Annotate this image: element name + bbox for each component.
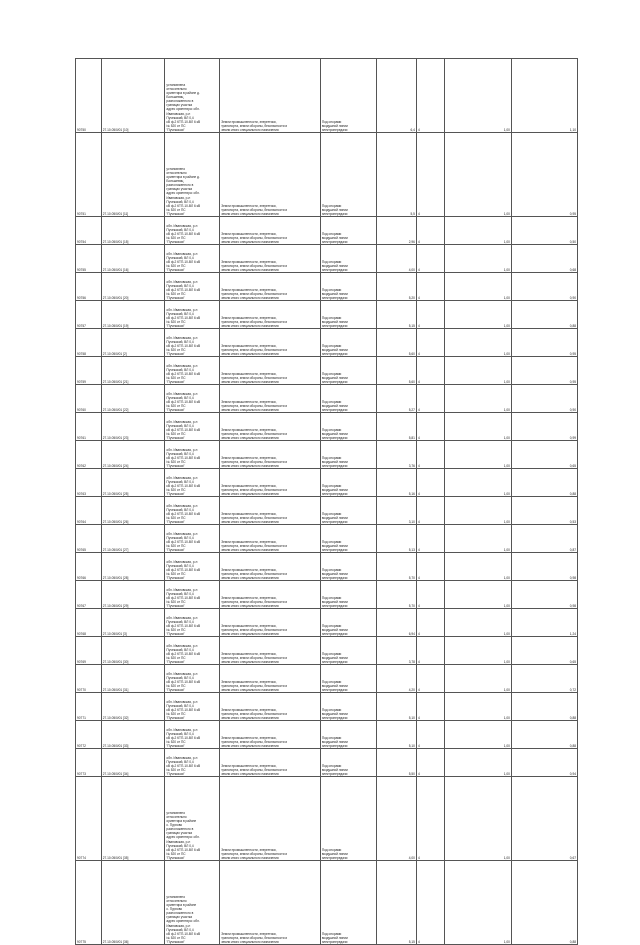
table-row [76,637,578,665]
row-id: 90756 [76,273,102,301]
row-doc: 27.10.05/0/01 [21] [101,357,165,385]
row-coefficient: 1,00 [444,581,511,609]
row-purpose: Под опорами воздушной линии электропередачи [320,469,376,497]
row-coefficient: 1,00 [444,469,511,497]
row-area: 5,60 [376,357,416,385]
table-row [76,553,578,581]
table-row [76,469,578,497]
row-value: 0,88 [511,721,577,749]
row-value: 0,67 [511,777,577,861]
row-land-category: Земли промышленности, энергетики, транспорта, земли обороны, безопасности и земли иного специального назначения [220,553,321,581]
row-doc: 27.10.05/0/01 [30] [101,637,165,665]
row-value: 0,50 [511,217,577,245]
table-row [76,665,578,693]
row-land-category: Земли промышленности, энергетики, транспорта, земли обороны, безопасности и земли иного специального назначения [220,385,321,413]
row-land-category: Земли промышленности, энергетики, транспорта, земли обороны, безопасности и земли иного специального назначения [220,525,321,553]
row-purpose: Под опорами воздушной линии электропередачи [320,245,376,273]
row-id: 90762 [76,441,102,469]
row-description: обл. Ивановская, р-н Пучежский, ВЛ 0,4 кВ ф-2 КТП-10-ВЛ 6 кВ № 520 от ПС "Пучежская" [165,329,220,357]
row-doc: 27.10.05/0/01 [10] [101,59,165,133]
table-row [76,749,578,777]
row-land-category: Земли промышленности, энергетики, транспорта, земли обороны, безопасности и земли иного специального назначения [220,693,321,721]
row-description: обл. Ивановская, р-н Пучежский, ВЛ 0,4 кВ ф-2 КТП-10-ВЛ 6 кВ № 520 от ПС "Пучежская" [165,217,220,245]
row-purpose: Под опорами воздушной линии электропередачи [320,721,376,749]
row-area: 3,76 [376,441,416,469]
row-purpose: Под опорами воздушной линии электропередачи [320,665,376,693]
row-coefficient: 1,00 [444,217,511,245]
row-description: обл. Ивановская, р-н Пучежский, ВЛ 0,4 кВ ф-2 КТП-10-ВЛ 6 кВ № 520 от ПС "Пучежская" [165,581,220,609]
row-value: 0,95 [511,133,577,217]
row-value: 0,98 [511,581,577,609]
row-value: 0,88 [511,469,577,497]
row-purpose: Под опорами воздушной линии электропередачи [320,329,376,357]
row-area: 4,20 [376,665,416,693]
row-coefficient: 1,00 [444,133,511,217]
table-row [76,777,578,861]
table-row [76,441,578,469]
row-area: 3,10 [376,497,416,525]
row-purpose: Под опорами воздушной линии электропередачи [320,525,376,553]
row-coefficient: 1,00 [444,861,511,945]
row-id: 90774 [76,777,102,861]
table-row [76,245,578,273]
row-id: 90750 [76,59,102,133]
row-purpose: Под опорами воздушной линии электропередачи [320,273,376,301]
row-value: 0,88 [511,861,577,945]
row-doc: 27.10.05/0/01 [24] [101,441,165,469]
row-value: 0,94 [511,749,577,777]
row-description: обл. Ивановская, р-н Пучежский, ВЛ 0,4 кВ ф-2 КТП-10-ВЛ 6 кВ № 520 от ПС "Пучежская" [165,693,220,721]
row-description: обл. Ивановская, р-н Пучежский, ВЛ 0,4 кВ ф-2 КТП-10-ВЛ 6 кВ № 520 от ПС "Пучежская" [165,385,220,413]
row-value: 0,88 [511,693,577,721]
row-land-category: Земли промышленности, энергетики, транспорта, земли обороны, безопасности и земли иного специального назначения [220,217,321,245]
row-count: 4 [416,469,444,497]
row-count: 4 [416,217,444,245]
table-row [76,497,578,525]
row-coefficient: 1,00 [444,329,511,357]
row-doc: 27.10.05/0/01 [15] [101,217,165,245]
row-land-category: Земли промышленности, энергетики, транспорта, земли обороны, безопасности и земли иного специального назначения [220,469,321,497]
row-description: обл. Ивановская, р-н Пучежский, ВЛ 0,4 кВ ф-2 КТП-10-ВЛ 6 кВ № 520 от ПС "Пучежская" [165,469,220,497]
row-value: 0,95 [511,329,577,357]
row-purpose: Под опорами воздушной линии электропередачи [320,553,376,581]
row-purpose: Под опорами воздушной линии электропередачи [320,497,376,525]
row-area: 5,81 [376,413,416,441]
row-land-category: Земли промышленности, энергетики, транспорта, земли обороны, безопасности и земли иного специального назначения [220,59,321,133]
row-count: 4 [416,609,444,637]
row-land-category: Земли промышленности, энергетики, транспорта, земли обороны, безопасности и земли иного специального назначения [220,245,321,273]
row-land-category: Земли промышленности, энергетики, транспорта, земли обороны, безопасности и земли иного специального назначения [220,133,321,217]
row-coefficient: 1,00 [444,777,511,861]
row-count: 4 [416,357,444,385]
row-count: 4 [416,749,444,777]
row-value: 0,99 [511,413,577,441]
row-purpose: Под опорами воздушной линии электропередачи [320,581,376,609]
row-purpose: Под опорами воздушной линии электропередачи [320,777,376,861]
row-doc: 27.10.05/0/01 [28] [101,553,165,581]
row-purpose: Под опорами воздушной линии электропередачи [320,59,376,133]
row-id: 90773 [76,749,102,777]
row-land-category: Земли промышленности, энергетики, транспорта, земли обороны, безопасности и земли иного специального назначения [220,497,321,525]
row-doc: 27.10.05/0/01 [25] [101,469,165,497]
row-coefficient: 1,00 [444,665,511,693]
row-coefficient: 1,00 [444,385,511,413]
row-land-category: Земли промышленности, энергетики, транспорта, земли обороны, безопасности и земли иного специального назначения [220,273,321,301]
row-doc: 27.10.05/0/01 [27] [101,525,165,553]
row-value: 0,95 [511,357,577,385]
row-count: 4 [416,861,444,945]
row-count: 4 [416,133,444,217]
row-purpose: Под опорами воздушной линии электропередачи [320,693,376,721]
row-doc: 27.10.05/0/01 [19] [101,301,165,329]
row-area: 6,4 [376,59,416,133]
row-land-category: Земли промышленности, энергетики, транспорта, земли обороны, безопасности и земли иного специального назначения [220,637,321,665]
row-coefficient: 1,00 [444,441,511,469]
table-row [76,609,578,637]
row-count: 4 [416,413,444,441]
row-area: 5,15 [376,861,416,945]
row-id: 90760 [76,385,102,413]
row-area: 3,78 [376,637,416,665]
row-land-category: Земли промышленности, энергетики, транспорта, земли обороны, безопасности и земли иного специального назначения [220,721,321,749]
row-area: 5,10 [376,693,416,721]
row-coefficient: 1,00 [444,693,511,721]
row-area: 5,50 [376,749,416,777]
row-value: 0,65 [511,441,577,469]
row-purpose: Под опорами воздушной линии электропередачи [320,217,376,245]
row-coefficient: 1,00 [444,497,511,525]
row-description: обл. Ивановская, р-н Пучежский, ВЛ 0,4 кВ ф-2 КТП-10-ВЛ 6 кВ № 520 от ПС "Пучежская" [165,413,220,441]
row-id: 90767 [76,581,102,609]
row-coefficient: 1,00 [444,245,511,273]
row-area: 2,96 [376,217,416,245]
row-purpose: Под опорами воздушной линии электропередачи [320,301,376,329]
row-area: 4,00 [376,777,416,861]
table-row [76,525,578,553]
row-doc: 27.10.05/0/01 [33] [101,721,165,749]
table-row [76,273,578,301]
row-purpose: Под опорами воздушной линии электропередачи [320,413,376,441]
row-count: 4 [416,525,444,553]
row-value: 0,98 [511,553,577,581]
row-value: 1,24 [511,609,577,637]
row-id: 90759 [76,357,102,385]
row-description: обл. Ивановская, р-н Пучежский, ВЛ 0,4 кВ ф-2 КТП-10-ВЛ 6 кВ № 520 от ПС "Пучежская" [165,553,220,581]
row-purpose: Под опорами воздушной линии электропередачи [320,861,376,945]
row-doc: 27.10.05/0/01 [35] [101,777,165,861]
row-id: 90775 [76,861,102,945]
row-coefficient: 1,00 [444,59,511,133]
row-count: 4 [416,581,444,609]
row-value: 0,68 [511,245,577,273]
row-id: 90765 [76,525,102,553]
table-row [76,385,578,413]
row-coefficient: 1,00 [444,637,511,665]
row-area: 5,5 [376,133,416,217]
row-land-category: Земли промышленности, энергетики, транспорта, земли обороны, безопасности и земли иного специального назначения [220,665,321,693]
row-id: 90772 [76,721,102,749]
row-count: 4 [416,441,444,469]
row-coefficient: 1,00 [444,301,511,329]
row-id: 90758 [76,329,102,357]
row-doc: 27.10.05/0/01 [26] [101,497,165,525]
row-area: 5,10 [376,721,416,749]
row-value: 0,90 [511,273,577,301]
row-description: обл. Ивановская, р-н Пучежский, ВЛ 0,4 кВ ф-2 КТП-10-ВЛ 6 кВ № 520 от ПС "Пучежская" [165,273,220,301]
row-description: обл. Ивановская, р-н Пучежский, ВЛ 0,4 кВ ф-2 КТП-10-ВЛ 6 кВ № 520 от ПС "Пучежская" [165,609,220,637]
row-id: 90769 [76,637,102,665]
row-doc: 27.10.05/0/01 [20] [101,273,165,301]
row-count: 4 [416,301,444,329]
row-doc: 27.10.05/0/01 [31] [101,665,165,693]
row-description: обл. Ивановская, р-н Пучежский, ВЛ 0,4 кВ ф-2 КТП-10-ВЛ 6 кВ № 520 от ПС "Пучежская" [165,525,220,553]
row-doc: 27.10.05/0/01 [2] [101,329,165,357]
row-doc: 27.10.05/0/01 [29] [101,581,165,609]
row-description: обл. Ивановская, р-н Пучежский, ВЛ 0,4 кВ ф-2 КТП-10-ВЛ 6 кВ № 520 от ПС "Пучежская" [165,665,220,693]
row-land-category: Земли промышленности, энергетики, транспорта, земли обороны, безопасности и земли иного специального назначения [220,749,321,777]
table-row [76,59,578,133]
row-count: 4 [416,273,444,301]
row-id: 90768 [76,609,102,637]
row-area: 4,00 [376,245,416,273]
row-area: 5,70 [376,581,416,609]
row-description: обл. Ивановская, р-н Пучежский, ВЛ 0,4 кВ ф-2 КТП-10-ВЛ 6 кВ № 520 от ПС "Пучежская" [165,497,220,525]
row-purpose: Под опорами воздушной линии электропередачи [320,441,376,469]
land-plots-table [75,58,578,945]
row-area: 5,60 [376,329,416,357]
row-id: 90763 [76,469,102,497]
row-doc: 27.10.05/0/01 [36] [101,861,165,945]
row-coefficient: 1,00 [444,749,511,777]
row-coefficient: 1,00 [444,273,511,301]
row-description: обл. Ивановская, р-н Пучежский, ВЛ 0,4 кВ ф-2 КТП-10-ВЛ 6 кВ № 520 от ПС "Пучежская" [165,245,220,273]
row-purpose: Под опорами воздушной линии электропередачи [320,385,376,413]
row-area: 5,70 [376,553,416,581]
row-land-category: Земли промышленности, энергетики, транспорта, земли обороны, безопасности и земли иного специального назначения [220,413,321,441]
row-coefficient: 1,00 [444,525,511,553]
row-land-category: Земли промышленности, энергетики, транспорта, земли обороны, безопасности и земли иного специального назначения [220,861,321,945]
row-description: обл. Ивановская, р-н Пучежский, ВЛ 0,4 кВ ф-2 КТП-10-ВЛ 6 кВ № 520 от ПС "Пучежская" [165,721,220,749]
row-value: 0,88 [511,301,577,329]
row-description: обл. Ивановская, р-н Пучежский, ВЛ 0,4 кВ ф-2 КТП-10-ВЛ 6 кВ № 520 от ПС "Пучежская" [165,441,220,469]
row-land-category: Земли промышленности, энергетики, транспорта, земли обороны, безопасности и земли иного специального назначения [220,441,321,469]
table-row [76,133,578,217]
row-doc: 27.10.05/0/01 [32] [101,693,165,721]
row-count: 4 [416,693,444,721]
row-description: установлено относительно ориентира в районе с. Пурхово расположенного в границах участка адрес ориентира: обл. Ивановская, р-н Пучежский, ВЛ 0,4 кВ ф-2 КТП-10-ВЛ 6 кВ № 520 от ПС "Пучежская" [165,861,220,945]
row-value: 1,10 [511,59,577,133]
table-row [76,861,578,945]
table-row [76,357,578,385]
table-row [76,217,578,245]
row-area: 5,27 [376,385,416,413]
row-id: 90770 [76,665,102,693]
row-description: установлена относительно ориентира в районе д. Большевиц расположенного в границах участка адрес ориентира: обл. Ивановская, р-н Пучежский, ВЛ 0,4 кВ ф-2 КТП-10-ВЛ 6 кВ № 520 от ПС "Пучежская" [165,59,220,133]
row-doc: 27.10.05/0/01 [22] [101,385,165,413]
row-description: обл. Ивановская, р-н Пучежский, ВЛ 0,4 кВ ф-2 КТП-10-ВЛ 6 кВ № 520 от ПС "Пучежская" [165,301,220,329]
row-area: 5,16 [376,469,416,497]
row-id: 90761 [76,413,102,441]
row-id: 90751 [76,133,102,217]
row-doc: 27.10.05/0/01 [23] [101,413,165,441]
row-description: установлено относительно ориентира в районе с. Пурхово расположенного в границах участка адрес ориентира: обл. Ивановская, р-н Пучежский, ВЛ 0,4 кВ ф-2 КТП-10-ВЛ 6 кВ № 520 от ПС "Пучежская" [165,777,220,861]
row-id: 90754 [76,217,102,245]
row-coefficient: 1,00 [444,553,511,581]
row-description: обл. Ивановская, р-н Пучежский, ВЛ 0,4 кВ ф-2 КТП-10-ВЛ 6 кВ № 520 от ПС "Пучежская" [165,357,220,385]
row-count: 4 [416,637,444,665]
row-id: 90764 [76,497,102,525]
row-coefficient: 1,00 [444,357,511,385]
row-value: 0,53 [511,497,577,525]
row-area: 5,15 [376,301,416,329]
row-area: 5,13 [376,525,416,553]
row-land-category: Земли промышленности, энергетики, транспорта, земли обороны, безопасности и земли иного специального назначения [220,357,321,385]
row-count: 4 [416,721,444,749]
row-description: обл. Ивановская, р-н Пучежский, ВЛ 0,4 кВ ф-2 КТП-10-ВЛ 6 кВ № 520 от ПС "Пучежская" [165,749,220,777]
row-id: 90757 [76,301,102,329]
table-row [76,581,578,609]
row-coefficient: 1,00 [444,721,511,749]
row-doc: 27.10.05/0/01 [34] [101,749,165,777]
table-row [76,721,578,749]
row-count: 4 [416,329,444,357]
row-description: установлено относительно ориентира в районе д. Большевиц расположенного в границах участка адрес ориентира: обл. Ивановская, р-н Пучежский, ВЛ 0,4 кВ ф-2 КТП-10-ВЛ 6 кВ № 520 от ПС "Пучежская" [165,133,220,217]
row-purpose: Под опорами воздушной линии электропередачи [320,133,376,217]
row-purpose: Под опорами воздушной линии электропередачи [320,637,376,665]
row-land-category: Земли промышленности, энергетики, транспорта, земли обороны, безопасности и земли иного специального назначения [220,777,321,861]
row-coefficient: 1,00 [444,609,511,637]
row-value: 0,87 [511,525,577,553]
row-purpose: Под опорами воздушной линии электропередачи [320,609,376,637]
table-row [76,301,578,329]
row-count: 4 [416,385,444,413]
row-land-category: Земли промышленности, энергетики, транспорта, земли обороны, безопасности и земли иного специального назначения [220,581,321,609]
row-land-category: Земли промышленности, энергетики, транспорта, земли обороны, безопасности и земли иного специального назначения [220,609,321,637]
row-coefficient: 1,00 [444,413,511,441]
row-purpose: Под опорами воздушной линии электропередачи [320,357,376,385]
row-description: обл. Ивановская, р-н Пучежский, ВЛ 0,4 кВ ф-2 КТП-10-ВЛ 6 кВ № 520 от ПС "Пучежская" [165,637,220,665]
row-purpose: Под опорами воздушной линии электропередачи [320,749,376,777]
row-area: 6,94 [376,609,416,637]
table-row [76,413,578,441]
row-value: 0,65 [511,637,577,665]
row-count: 4 [416,665,444,693]
row-land-category: Земли промышленности, энергетики, транспорта, земли обороны, безопасности и земли иного специального назначения [220,301,321,329]
row-land-category: Земли промышленности, энергетики, транспорта, земли обороны, безопасности и земли иного специального назначения [220,329,321,357]
row-id: 90766 [76,553,102,581]
row-value: 0,90 [511,385,577,413]
row-id: 90771 [76,693,102,721]
row-count: 4 [416,245,444,273]
table-row [76,329,578,357]
row-count: 4 [416,59,444,133]
row-doc: 27.10.05/0/01 [3] [101,609,165,637]
row-doc: 27.10.05/0/01 [11] [101,133,165,217]
row-area: 5,20 [376,273,416,301]
row-count: 4 [416,497,444,525]
row-count: 4 [416,553,444,581]
row-id: 90755 [76,245,102,273]
row-count: 4 [416,777,444,861]
row-doc: 27.10.05/0/01 [16] [101,245,165,273]
table-row [76,693,578,721]
row-value: 0,72 [511,665,577,693]
